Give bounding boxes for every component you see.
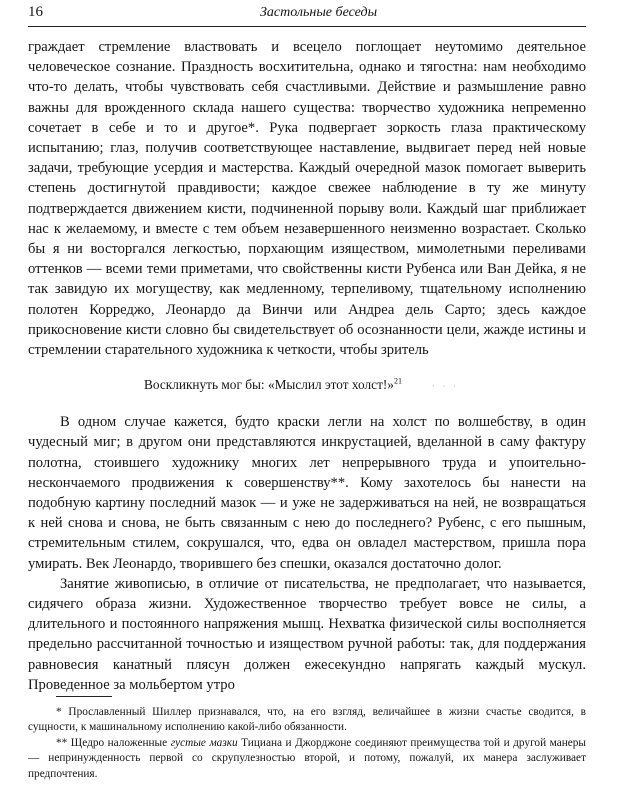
verse-note-ref: 21 [393, 376, 402, 386]
footnote-2-suffix: Тициана и Джорджоне соединяют преимущества той и другой манеры — непринужденность первой со скрупулезностью второй, и потому, пожалуй, их манера заслуживает предпочтения. [28, 736, 587, 780]
paragraph-2: В одном случае кажется, будто краски легли на холст по волшебству, в один чудесный миг; в другом они представляются инкрустацией, вделанной в саму фактуру полотна, стоившего художнику многих лет непрерывного труда и упоительно-нескончаемого продвижения к совершенству**. Кому захотелось бы нанести на подобную картину последний мазок — и уже не задерживаться на ней, не возвращаться к ней снова и снова, не быть связанным с нею до последнего? Рубенс, с его пышным, стремительным стилем, сокрушался, что, едва он овладел мастерством, пришла пора умирать. Век Леонардо, творившего без спешки, оказался достаточно долог. [28, 414, 586, 572]
page-number: 16 [28, 4, 43, 20]
footnote-2 [28, 736, 586, 782]
footnote-2-prefix: ** Щедро наложенные [56, 736, 171, 749]
page-header [28, 4, 586, 24]
footnotes [28, 696, 586, 782]
footnote-2-italic: густые мазки [170, 736, 238, 749]
header-rule [28, 26, 586, 27]
verse-text: Воскликнуть мог бы: «Мыслил этот холст!» [144, 377, 394, 393]
body-text [28, 37, 586, 695]
running-title: Застольные беседы [260, 5, 378, 20]
paragraph-3: Занятие живописью, в отличие от писательства, не предполагает, что называется, сидячего образа жизни. Художественное творчество требует вовсе не силы, а длительного и постоянного напряжения мышц. Нехватка физической силы восполняется предельно рассчитанной точностью и изяществом ручной работы: так, для поддержания равновесия канатный плясун должен ежесекундно напрягать каждый мускул. Проведенное за мольбертом утро [28, 575, 586, 693]
verse-quote [28, 376, 586, 396]
footnote-rule [56, 696, 112, 697]
footnote-1: * Прославленный Шиллер признавался, что, на его взгляд, величайшее в жизни счастье сводится, в сущности, к машинальному исполнению какой-либо обязанности. [28, 706, 586, 734]
print-smudge: · · · [431, 382, 459, 392]
paragraph-1: граждает стремление властвовать и всецело поглощает неутомимо деятельное человеческое сознание. Праздность восхитительна, однако и тягостна: нам необходимо что-то делать, чтобы чувствовать себя счастливыми. Действие и размышление равно важны для врожденного склада нашего существа: творчество художника непременно сочетает в себе и то и другое*. Рука подвергает зоркость глаза практическому испытанию; глаз, получив соответствующее наставление, выдвигает перед ней новые задачи, требующие усердия и мастерства. Каждый очередной мазок помогает выверить степень достигнутой правдивости; каждое свежее наблюдение в ту же минуту подтверждается движением кисти, подчиненной порыву воли. Каждый шаг приближает нас к желаемому, и вместе с тем объем незавершенного неизменно возрастает. Сколько бы я ни восторгался легкостью, порхающим изяществом, мимолетными переливами оттенков — всеми теми приметами, что свойственны кисти Рубенса или Ван Дейка, я не так завидую их могуществу, как медленному, терпеливому, тщательному исполнению полотен Корреджо, Леонардо да Винчи или Андреа дель Сарто; здесь каждое прикосновение кисти словно бы свидетельствует об осознанности цели, жажде истины и стремлении старательного художника к четкости, чтобы зритель [28, 39, 586, 359]
